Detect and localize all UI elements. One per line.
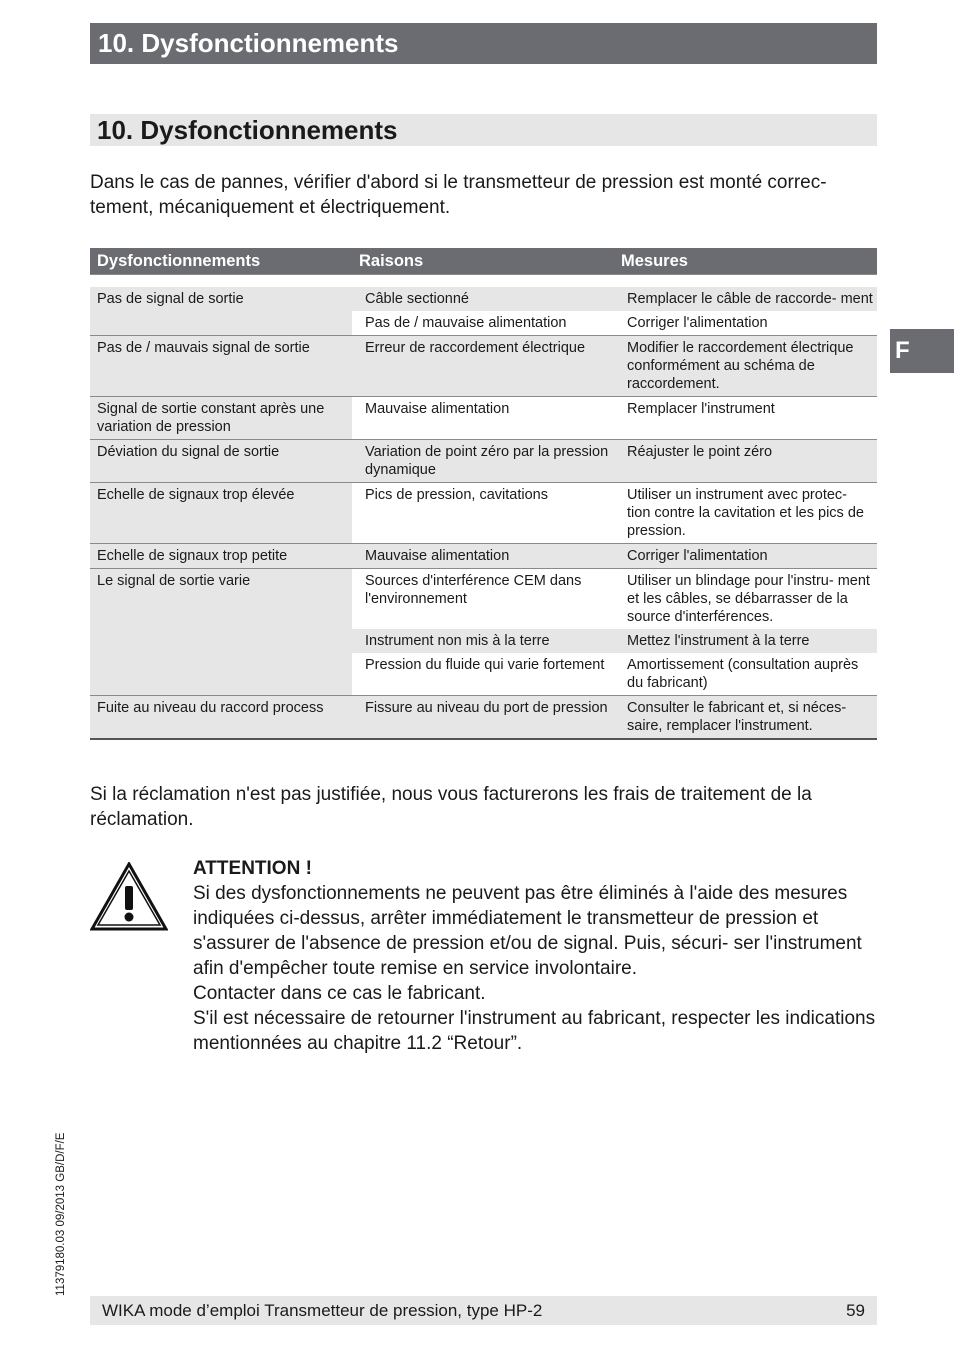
reason-cell: Pics de pression, cavitations: [352, 483, 614, 544]
measure-cell: Réajuster le point zéro: [614, 440, 877, 483]
measure-cell: Corriger l'alimentation: [614, 311, 877, 336]
table-row: [90, 336, 877, 397]
fault-cell: Pas de / mauvais signal de sortie: [90, 336, 352, 397]
reason-cell: Mauvaise alimentation: [352, 397, 614, 440]
measure-cell: Utiliser un instrument avec protec- tion contre la cavitation et les pics de pression.: [614, 483, 877, 544]
attention-block: [193, 856, 883, 1056]
measure-cell: Mettez l'instrument à la terre: [614, 629, 877, 653]
fault-cell: Pas de signal de sortie: [90, 287, 352, 336]
table-row: [90, 397, 877, 440]
table-row: [90, 569, 877, 630]
column-header-reasons: Raisons: [352, 248, 614, 275]
fault-cell: Fuite au niveau du raccord process: [90, 696, 352, 740]
page-number: 59: [846, 1301, 865, 1320]
fault-cell: Déviation du signal de sortie: [90, 440, 352, 483]
measure-cell: Utiliser un blindage pour l'instru- ment et les câbles, se débarrasser de la source d'interférences.: [614, 569, 877, 630]
reason-cell: Variation de point zéro par la pression dynamique: [352, 440, 614, 483]
measure-cell: Corriger l'alimentation: [614, 544, 877, 569]
reason-cell: Câble sectionné: [352, 287, 614, 311]
column-header-faults: Dysfonctionnements: [90, 248, 352, 275]
measure-cell: Consulter le fabricant et, si néces- saire, remplacer l'instrument.: [614, 696, 877, 740]
reason-cell: Erreur de raccordement électrique: [352, 336, 614, 397]
table-row: [90, 483, 877, 544]
attention-title: ATTENTION !: [193, 858, 312, 879]
reason-cell: Instrument non mis à la terre: [352, 629, 614, 653]
reason-cell: Pas de / mauvaise alimentation: [352, 311, 614, 336]
closing-paragraph: Si la réclamation n'est pas justifiée, nous vous facturerons les frais de traitement de la réclamation.: [90, 784, 812, 830]
attention-contact-text: Contacter dans ce cas le fabricant.: [193, 983, 486, 1004]
table-header-row: [90, 248, 877, 275]
reason-cell: Mauvaise alimentation: [352, 544, 614, 569]
page-footer: [90, 1296, 877, 1325]
measure-cell: Modifier le raccordement électrique conformément au schéma de raccordement.: [614, 336, 877, 397]
table-row: [90, 440, 877, 483]
intro-paragraph: Dans le cas de pannes, vérifier d'abord si le transmetteur de pression est monté correc- tement, mécaniquement et électriquement.: [90, 172, 827, 218]
troubleshooting-table: [90, 248, 877, 740]
section-title: 10. Dysfonctionnements: [90, 114, 877, 146]
fault-cell: Signal de sortie constant après une variation de pression: [90, 397, 352, 440]
footer-title: WIKA mode d’emploi Transmetteur de pression, type HP-2: [102, 1301, 543, 1320]
measure-cell: Remplacer l'instrument: [614, 397, 877, 440]
fault-cell: Le signal de sortie varie: [90, 569, 352, 696]
warning-triangle-icon: [90, 862, 168, 932]
running-header: 10. Dysfonctionnements: [90, 23, 877, 64]
attention-text: Si des dysfonctionnements ne peuvent pas être éliminés à l'aide des mesures indiquées ci-dessus, arrêter immédiatement le transmetteur de pression et s'assurer de l'absence de pression et/ou de signal. Puis, sécuri- ser l'instrument afin d'empêcher toute remise en service involontaire.: [193, 883, 862, 979]
fault-cell: Echelle de signaux trop élevée: [90, 483, 352, 544]
document-code: 11379180.03 09/2013 GB/D/F/E: [55, 1132, 67, 1296]
language-tab: F: [890, 329, 954, 373]
reason-cell: Sources d'interférence CEM dans l'environnement: [352, 569, 614, 630]
attention-return-text: S'il est nécessaire de retourner l'instrument au fabricant, respecter les indications mentionnées au chapitre 11.2 “Retour”.: [193, 1008, 876, 1054]
table-row: [90, 287, 877, 311]
measure-cell: Amortissement (consultation auprès du fabricant): [614, 653, 877, 696]
fault-cell: Echelle de signaux trop petite: [90, 544, 352, 569]
reason-cell: Pression du fluide qui varie fortement: [352, 653, 614, 696]
table-row: [90, 696, 877, 740]
reason-cell: Fissure au niveau du port de pression: [352, 696, 614, 740]
measure-cell: Remplacer le câble de raccorde- ment: [614, 287, 877, 311]
column-header-measures: Mesures: [614, 248, 877, 275]
table-row: [90, 544, 877, 569]
